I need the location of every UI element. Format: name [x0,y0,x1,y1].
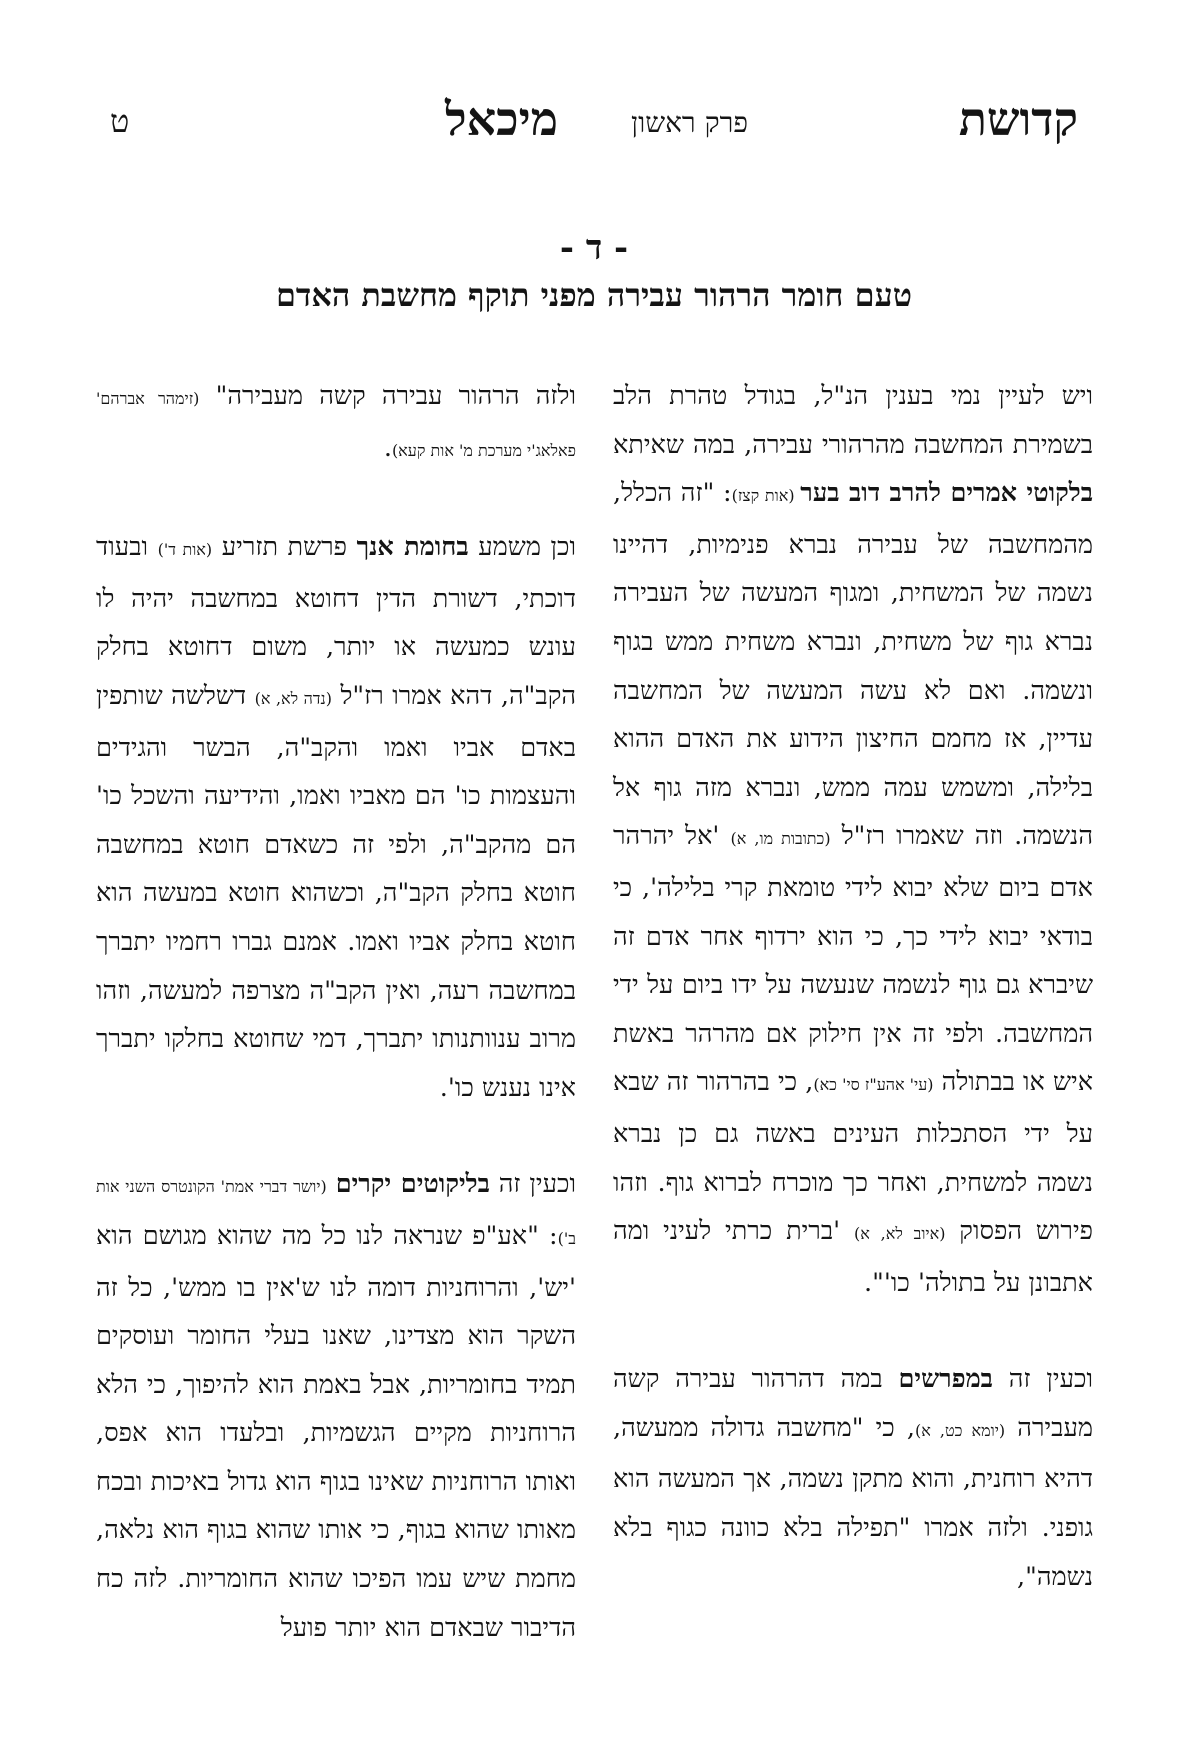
body-text: 'אל יהרהר אדם ביום שלא יבוא לידי טומאת קרי בלילה', כי בודאי יבוא לידי כך, כי הוא ירדוף אחר אדם זה שיברא גם גוף לנשמה שנעשה על ידו ביום על ידי המחשבה. ולפי זה אין חילוק אם מהרהר באשת איש או בבתולה [613,821,1094,1098]
citation: (יושר דברי אמת' הקונטרס השני אות ב') [96,1177,576,1248]
body-text: וכן משמע [468,532,576,563]
paragraph [613,372,1093,1307]
body-text: ולזה הרהור עבירה קשה מעבירה" [199,381,576,411]
body-text: וכעין זה [489,1169,577,1200]
chapter-label: פרק ראשון [631,106,748,139]
book-title-second: מיכאל [445,92,558,146]
paragraph [96,1160,576,1652]
paragraph [96,523,576,1112]
body-text: , כי בהרהור זה שבא על ידי הסתכלות העינים באשה גם כן נברא נשמה למשחית, ואחר כך מוכרח לברוא גוף. וזהו פירוש הפסוק [613,1067,1093,1247]
body-text: פרשת תזריע [212,532,357,563]
body-text: ובעוד דוכתי, דשורת הדין דחוטא במחשבה יהיה לו עונש כמעשה או יותר, משום דחוטא בחלק הקב"ה, דהא אמרו רז"ל [96,532,577,711]
body-text: , כי "מחשבה גדולה ממעשה, דהיא רוחנית, והוא מתקן נשמה, אך המעשה הוא גופני. ולזה אמרו "תפילה בלא כוונה כגוף בלא נשמה", [613,1412,1093,1592]
citation: (כתובות מו, א) [730,829,831,849]
running-header [110,92,1078,162]
paragraph [613,1355,1093,1601]
source-reference: במפרשים [898,1364,993,1395]
body-text [327,1169,336,1199]
source-reference: בלקוטי אמרים להרב דוב בער [800,478,1094,509]
paragraph [96,372,576,475]
body-text: דשלשה שותפין באדם אביו ואמו והקב"ה, הבשר והגידים והעצמות כו' הם מאביו ואמו, והידיעה והשכל כו' הם מהקב"ה, ולפי זה כשאדם חוטא במחשבה חוטא בחלק הקב"ה, וכשהוא חוטא במעשה הוא חוטא בחלק אביו ואמו. אמנם גברו רחמיו יתברך במחשבה רעה, ואין הקב"ה מצרפה למעשה, וזהו מרוב ענוותנותו יתברך, דמי שחוטא בחלקו יתברך אינו נענש כו'. [96,680,576,1103]
section-number: - ד - [559,228,629,268]
citation: (עי' אהע"ז סי' כא) [813,1075,934,1095]
body-text: . [383,432,392,463]
left-column [96,372,576,1652]
citation: (אות ד') [157,540,213,560]
body-text: : "אע"פ שנראה לנו כל מה שהוא מגושם הוא 'יש', והרוחניות דומה לנו ש'אין בו ממש', כל זה השקר הוא מצדינו, שאנו בעלי החומר ועוסקים תמיד בחומריות, אבל באמת הוא להיפוך, כי הלא הרוחניות מקיים הגשמיות, ובלעדו הוא אפס, ואותו הרוחניות שאינו בגוף הוא גדול באיכות ובכח מאותו שהוא בגוף, כי אותו שהוא בגוף הוא נלאה, מחמת שיש עמו הפיכו שהוא החומריות. לזה כח הדיבור שבאדם הוא יותר פועל [96,1220,576,1643]
body-text: : "זה הכלל, מהמחשבה של עבירה נברא פנימיות, דהיינו נשמה של המשחית, ומגוף המעשה של העבירה נברא גוף של משחית, ונברא משחית ממש בגוף ונשמה. ואם לא עשה המעשה של המחשבה עדיין, אז מחמם החיצון הידוע את האדם ההוא בלילה, ומשמש עמה ממש, ונברא מזה גוף אל הנשמה. וזה שאמרו רז"ל [613,478,1093,852]
right-column [613,372,1093,1601]
citation: (נדה לא, א) [254,688,332,708]
body-text: 'ברית כרתי לעיני ומה אתבונן על בתולה' כו'". [613,1216,1093,1298]
body-text: במה דהרהור עבירה קשה מעבירה [613,1364,1093,1443]
page-number: ט [110,102,130,140]
citation: (זימהר אברהם' פאלאג'י מערכת מ' אות קעא) [96,389,576,460]
section-title: טעם חומר הרהור עבירה מפני תוקף מחשבת האדם [275,276,913,314]
body-text: ויש לעיין נמי בענין הנ"ל, בגודל טהרת הלב בשמירת המחשבה מהרהורי עבירה, במה שאיתא [613,381,1093,460]
citation: (אות קצז) [731,486,801,506]
citation: (איוב לא, א) [853,1224,946,1244]
body-text: וכעין זה [992,1364,1094,1395]
book-title-first: קדושת [958,92,1078,146]
citation: (יומא כט, א) [914,1420,1006,1440]
source-reference: בחומת אנך [356,532,469,563]
source-reference: בליקוטים יקרים [335,1169,490,1200]
